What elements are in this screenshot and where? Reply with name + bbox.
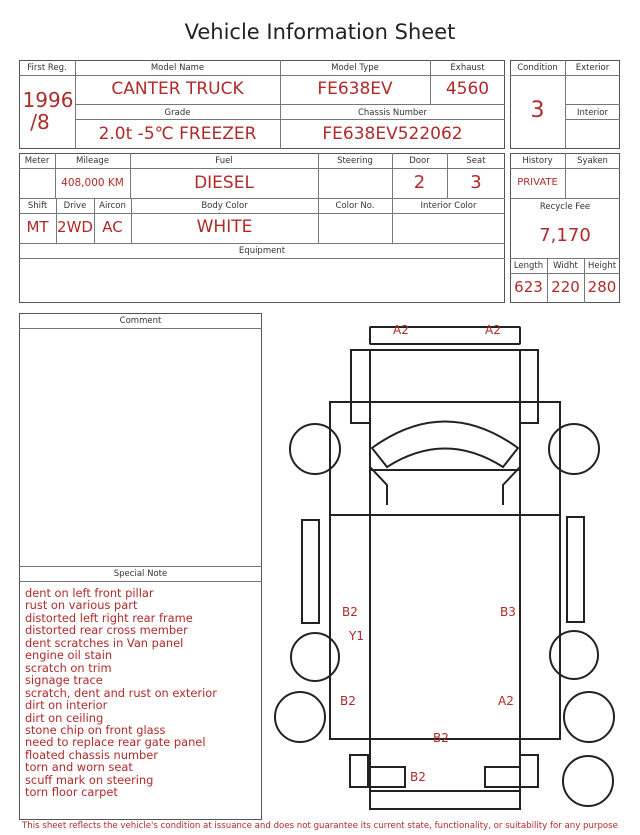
meter-label: Meter: [24, 156, 50, 166]
list-item: stone chip on front glass: [25, 722, 166, 737]
mark-bumper-left: A2: [393, 323, 409, 337]
body-color-value: WHITE: [196, 217, 253, 237]
comment-label: Comment: [119, 316, 162, 326]
fuel-value: DIESEL: [194, 173, 254, 193]
list-item: torn floor carpet: [25, 785, 118, 800]
height-label: Height: [587, 261, 617, 271]
first-reg-month: /8: [30, 110, 50, 134]
recycle-fee-value: 7,170: [539, 225, 591, 246]
list-item: dirt on interior: [25, 698, 108, 713]
list-item: need to replace rear gate panel: [25, 735, 206, 750]
model-type-value: FE638EV: [317, 79, 393, 99]
door-value: 2: [413, 172, 426, 193]
height-value: 280: [587, 278, 617, 296]
list-item: rust on various part: [25, 598, 138, 613]
mark-left-mid: B2: [342, 605, 358, 619]
grade-label: Grade: [164, 108, 191, 118]
list-item: engine oil stain: [25, 648, 113, 663]
condition-value: 3: [530, 98, 545, 123]
width-value: 220: [551, 278, 580, 296]
model-name-label: Model Name: [150, 63, 205, 73]
exhaust-value: 4560: [445, 79, 490, 99]
drive-value: 2WD: [57, 218, 93, 236]
mark-right-mid: B3: [500, 605, 516, 619]
list-item: distorted rear cross member: [25, 623, 188, 638]
interior-label: Interior: [576, 108, 608, 118]
mark-left-y: Y1: [349, 629, 364, 643]
disclaimer-footer: This sheet reflects the vehicle's condition at issuance and does not guarantee its current state, functionality, or suitability for any purpose: [22, 821, 618, 831]
list-item: signage trace: [25, 673, 103, 688]
list-item: dent scratches in Van panel: [25, 635, 184, 650]
length-label: Length: [513, 261, 544, 271]
exhaust-label: Exhaust: [450, 63, 485, 73]
model-name-value: CANTER TRUCK: [111, 79, 244, 99]
aircon-value: AC: [102, 218, 123, 236]
history-label: History: [522, 156, 553, 166]
list-item: scratch, dent and rust on exterior: [25, 685, 217, 700]
recycle-fee-label: Recycle Fee: [539, 202, 591, 212]
drive-label: Drive: [63, 201, 87, 211]
chassis-number-label: Chassis Number: [357, 108, 428, 118]
steering-label: Steering: [337, 156, 373, 166]
special-note-label: Special Note: [113, 569, 168, 579]
list-item: dirt on ceiling: [25, 710, 104, 725]
mark-right-rear: A2: [498, 694, 514, 708]
list-item: floated chassis number: [25, 747, 158, 762]
special-notes-list: [25, 587, 217, 799]
condition-label: Condition: [517, 63, 558, 73]
length-value: 623: [514, 278, 543, 296]
interior-color-label: Interior Color: [420, 201, 477, 211]
aircon-label: Aircon: [99, 201, 126, 211]
seat-label: Seat: [466, 156, 486, 166]
syaken-label: Syaken: [577, 156, 608, 166]
page-title: Vehicle Information Sheet: [184, 20, 456, 44]
history-value: PRIVATE: [517, 177, 558, 188]
first-reg-year: 1996: [22, 88, 74, 112]
body-color-label: Body Color: [201, 201, 248, 211]
list-item: torn and worn seat: [25, 760, 133, 775]
color-no-label: Color No.: [335, 201, 375, 211]
exterior-label: Exterior: [575, 63, 610, 73]
mark-left-rear: B2: [340, 694, 356, 708]
shift-value: MT: [26, 218, 49, 236]
fuel-label: Fuel: [215, 156, 233, 166]
door-label: Door: [409, 156, 430, 166]
equipment-label: Equipment: [238, 246, 286, 256]
mileage-value: 408,000 KM: [61, 177, 124, 189]
mileage-label: Mileage: [75, 156, 110, 166]
mark-rear-floor: B2: [433, 731, 449, 745]
list-item: dent on left front pillar: [25, 586, 154, 600]
list-item: scuff mark on steering: [25, 772, 154, 787]
shift-label: Shift: [27, 201, 48, 211]
grade-value: 2.0t -5℃ FREEZER: [98, 124, 257, 144]
mark-bumper-right: A2: [485, 323, 501, 337]
list-item: scratch on trim: [25, 660, 112, 675]
list-item: distorted left right rear frame: [25, 610, 193, 625]
first-reg-label: First Reg.: [27, 63, 67, 73]
seat-value: 3: [470, 172, 482, 193]
mark-rear-bumper: B2: [410, 770, 426, 784]
vehicle-damage-diagram: [270, 318, 636, 818]
width-label: Widht: [553, 261, 578, 271]
model-type-label: Model Type: [331, 63, 379, 73]
chassis-number-value: FE638EV522062: [322, 124, 463, 144]
